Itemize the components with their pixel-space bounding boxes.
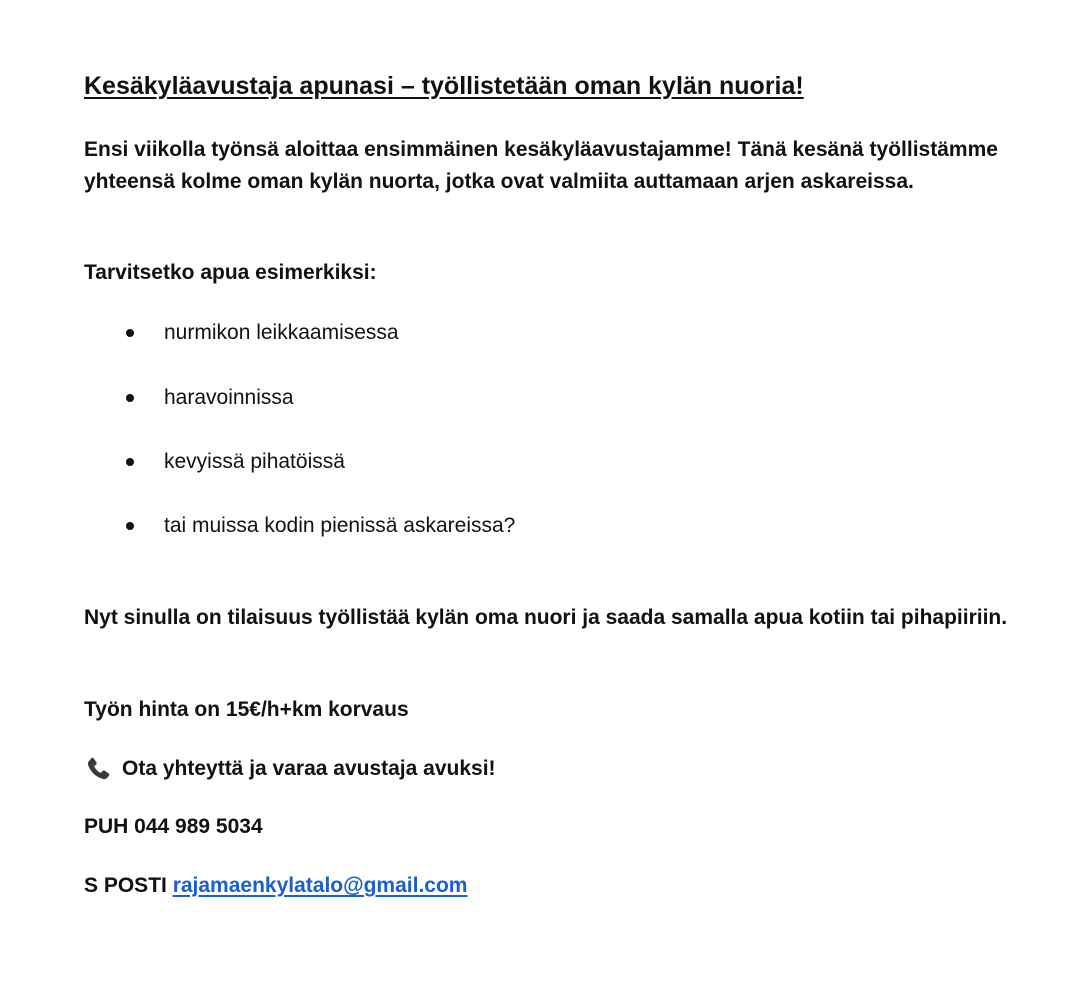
phone-number: PUH 044 989 5034 [84,815,263,838]
intro-paragraph: Ensi viikolla työnsä aloittaa ensimmäinen kesäkyläavustajamme! Tänä kesänä työllistämme yhteensä kolme oman kylän nuorta, jotka ovat valmiita auttamaan arjen askareissa. [84,138,998,193]
list-item-text: kevyissä pihatöissä [164,450,345,473]
bullet-icon [126,522,134,530]
contact-cta-text: Ota yhteyttä ja varaa avustaja avuksi! [122,757,496,780]
bullet-icon [126,394,134,402]
bullet-icon [126,329,134,337]
list-item-text: haravoinnissa [164,386,294,409]
email-link[interactable]: rajamaenkylatalo@gmail.com [172,874,468,897]
contact-call-to-action [84,753,496,785]
phone-icon [84,755,112,783]
bullet-icon [126,458,134,466]
question-heading: Tarvitsetko apua esimerkiksi: [84,261,377,284]
document-title: Kesäkyläavustaja apunasi – työllistetään oman kylän nuoria! [84,72,804,100]
email-label: S POSTI [84,874,173,897]
list-item-text: nurmikon leikkaamisessa [164,321,399,344]
opportunity-paragraph: Nyt sinulla on tilaisuus työllistää kylän oma nuori ja saada samalla apua kotiin tai pihapiiriin. [84,606,1008,629]
price-text: Työn hinta on 15€/h+km korvaus [84,698,409,721]
list-item-text: tai muissa kodin pienissä askareissa? [164,514,516,537]
email-line [84,870,467,902]
